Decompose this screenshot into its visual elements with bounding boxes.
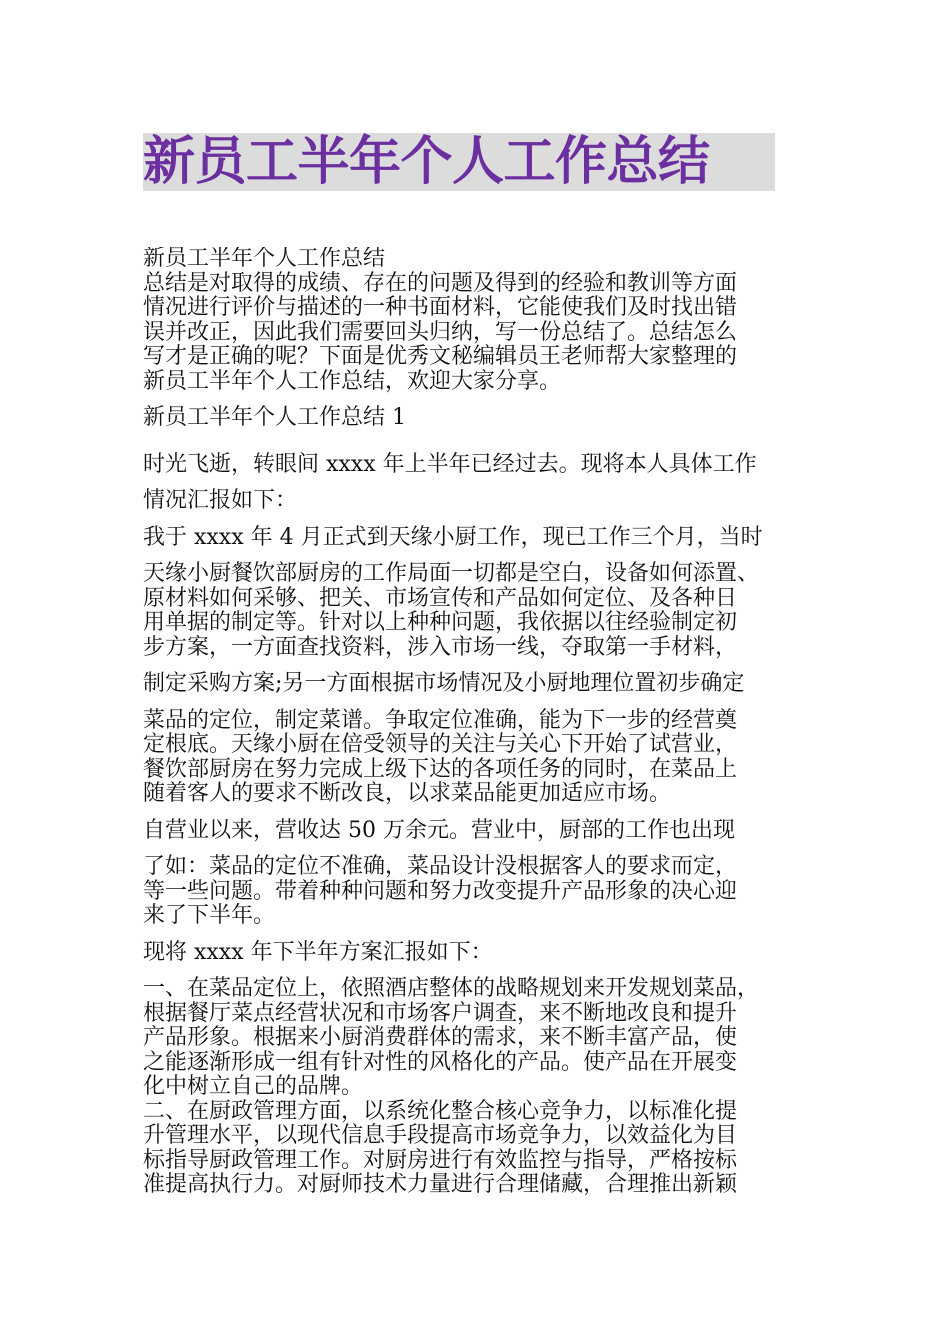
text-line: 一、在菜品定位上，依照酒店整体的战略规划来开发规划菜品， — [143, 976, 760, 1001]
text-line: 用单据的制定等。针对以上种种问题，我依据以往经验制定初 — [143, 610, 738, 635]
section-heading: 新员工半年个人工作总结 1 — [143, 405, 406, 430]
text-line: 总结是对取得的成绩、存在的问题及得到的经验和教训等方面 — [143, 270, 738, 296]
text-line: 新员工半年个人工作总结，欢迎大家分享。 — [143, 368, 562, 394]
text-line: 产品形象。根据来小厨消费群体的需求，来不断丰富产品，使 — [143, 1025, 738, 1050]
text-line: 了如：菜品的定位不准确，菜品设计没根据客人的要求而定， — [143, 854, 738, 879]
text-line: 制定采购方案;另一方面根据市场情况及小厨地理位置初步确定 — [143, 671, 745, 696]
text-line: 天缘小厨餐饮部厨房的工作局面一切都是空白，设备如何添置、 — [143, 561, 760, 586]
text-line: 等一些问题。带着种种问题和努力改变提升产品形象的决心迎 — [143, 878, 738, 904]
text-line: 自营业以来，营收达 50 万余元。营业中，厨部的工作也出现 — [143, 817, 735, 843]
text-line: 原材料如何采够、把关、市场宣传和产品如何定位、及各种日 — [143, 585, 738, 611]
text-line: 餐饮部厨房在努力完成上级下达的各项任务的同时，在菜品上 — [143, 756, 738, 782]
text-line: 步方案，一方面查找资料，涉入市场一线，夺取第一手材料， — [143, 634, 738, 660]
text-line: 二、在厨政管理方面，以系统化整合核心竞争力，以标准化提 — [143, 1098, 738, 1124]
text-line: 定根底。天缘小厨在倍受领导的关注与关心下开始了试营业， — [143, 732, 738, 757]
text-line: 现将 xxxx 年下半年方案汇报如下： — [143, 939, 493, 965]
text-line: 之能逐渐形成一组有针对性的风格化的产品。使产品在开展变 — [143, 1049, 738, 1075]
text-line: 菜品的定位，制定菜谱。争取定位准确，能为下一步的经营奠 — [143, 707, 738, 733]
text-line: 误并改正，因此我们需要回头归纳，写一份总结了。总结怎么 — [143, 319, 738, 345]
text-line: 准提高执行力。对厨师技术力量进行合理储藏，合理推出新颖 — [143, 1172, 738, 1197]
text-line: 新员工半年个人工作总结 — [143, 247, 386, 271]
text-line: 标指导厨政管理工作。对厨房进行有效监控与指导，严格按标 — [143, 1147, 738, 1173]
document-title: 新员工半年个人工作总结 — [143, 133, 775, 191]
text-line: 写才是正确的呢？下面是优秀文秘编辑员王老师帮大家整理的 — [143, 344, 738, 369]
text-line: 化中树立自己的品牌。 — [143, 1074, 364, 1099]
text-line: 情况进行评价与描述的一种书面材料，它能使我们及时找出错 — [143, 295, 738, 320]
document-body — [143, 247, 811, 1198]
text-line: 根据餐厅菜点经营状况和市场客户调查，来不断地改良和提升 — [143, 1000, 738, 1026]
text-line: 情况汇报如下： — [143, 488, 298, 513]
text-line: 随着客人的要求不断改良，以求菜品能更加适应市场。 — [143, 781, 672, 806]
text-line: 升管理水平，以现代信息手段提高市场竞争力，以效益化为目 — [143, 1123, 738, 1148]
text-line: 我于 xxxx 年 4 月正式到天缘小厨工作，现已工作三个月，当时 — [143, 524, 763, 550]
text-line: 来了下半年。 — [143, 903, 276, 928]
text-line: 时光飞逝，转眼间 xxxx 年上半年已经过去。现将本人具体工作 — [143, 451, 757, 477]
